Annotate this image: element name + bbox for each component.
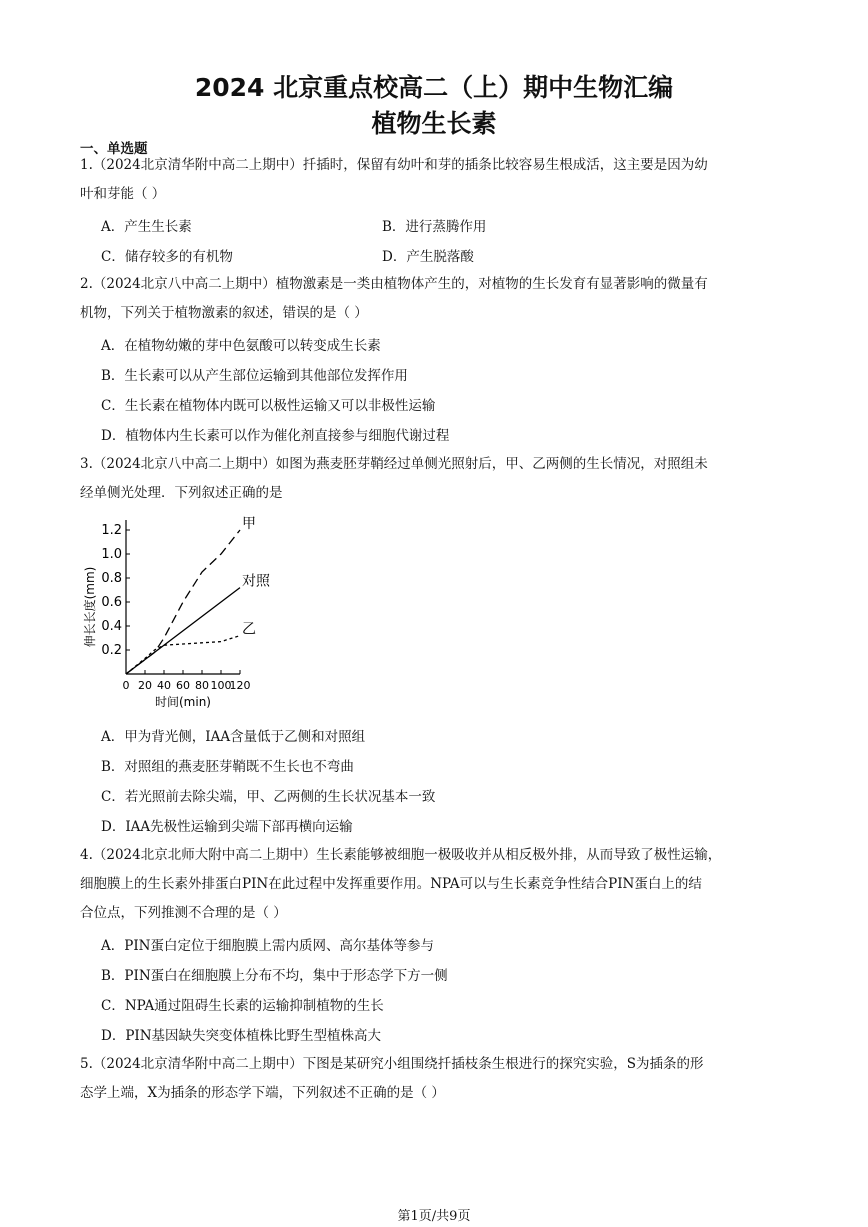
q1-option-a: A．产生生长素: [101, 219, 192, 235]
page-footer: 第1页/共9页: [397, 1209, 471, 1224]
document-subtitle: 植物生长素: [371, 109, 497, 138]
q1-option-d: D．产生脱落酸: [382, 249, 474, 265]
x-tick-label: 120: [229, 679, 251, 692]
y-tick-label: 1.2: [101, 523, 122, 538]
document-title: 2024 北京重点校高二（上）期中生物汇编: [194, 73, 674, 102]
q4-stem-line3: 合位点，下列推测不合理的是（ ）: [80, 905, 287, 921]
y-tick-label: 1.0: [101, 547, 122, 562]
q2-option-c: C．生长素在植物体内既可以极性运输又可以非极性运输: [101, 398, 436, 414]
q2-stem-line2: 机物，下列关于植物激素的叙述，错误的是（ ）: [80, 305, 368, 321]
q3-option-a: A．甲为背光侧，IAA含量低于乙侧和对照组: [101, 729, 366, 745]
growth-chart: [82, 508, 282, 713]
q4-stem-line1: 4.（2024北京北师大附中高二上期中）生长素能够被细胞一极吸收并从相反极外排，从而导致了极性运输，: [80, 847, 722, 863]
x-tick-label: 60: [176, 679, 190, 692]
q1-option-c: C．储存较多的有机物: [101, 249, 233, 265]
x-tick-label: 80: [195, 679, 209, 692]
q3-option-c: C．若光照前去除尖端，甲、乙两侧的生长状况基本一致: [101, 789, 436, 805]
q4-option-a: A．PIN蛋白定位于细胞膜上需内质网、高尔基体等参与: [101, 938, 434, 954]
q3-stem-line1: 3.（2024北京八中高二上期中）如图为燕麦胚芽鞘经过单侧光照射后，甲、乙两侧的生长情况，对照组未: [80, 456, 708, 472]
x-tick-label: 20: [138, 679, 152, 692]
series-label-对照: 对照: [242, 573, 270, 590]
q2-option-a: A．在植物幼嫩的芽中色氨酸可以转变成生长素: [101, 338, 381, 354]
series-line-乙: [126, 636, 240, 674]
q2-option-d: D．植物体内生长素可以作为催化剂直接参与细胞代谢过程: [101, 428, 450, 444]
x-axis-label: 时间(min): [155, 695, 211, 709]
q3-option-d: D．IAA先极性运输到尖端下部再横向运输: [101, 819, 353, 835]
chart-series: [126, 530, 240, 674]
q4-stem-line2: 细胞膜上的生长素外排蛋白PIN在此过程中发挥重要作用。NPA可以与生长素竞争性结合PIN蛋白上的结: [80, 876, 702, 892]
q5-stem-line2: 态学上端，X为插条的形态学下端，下列叙述不正确的是（ ）: [80, 1085, 445, 1101]
q3-option-b: B．对照组的燕麦胚芽鞘既不生长也不弯曲: [101, 759, 354, 775]
series-line-甲: [126, 530, 240, 674]
series-label-乙: 乙: [242, 621, 256, 638]
x-tick-label: 40: [157, 679, 171, 692]
q1-stem-line2: 叶和芽能（ ）: [80, 186, 166, 202]
q3-stem-line2: 经单侧光处理．下列叙述正确的是: [80, 485, 283, 501]
y-tick-label: 0.8: [101, 571, 122, 586]
q2-stem-line1: 2.（2024北京八中高二上期中）植物激素是一类由植物体产生的，对植物的生长发育有显著影响的微量有: [80, 276, 708, 292]
y-tick-label: 0.6: [101, 595, 122, 610]
chart-labels: [82, 516, 271, 709]
q5-stem-line1: 5.（2024北京清华附中高二上期中）下图是某研究小组围绕扦插枝条生根进行的探究实验，S为插条的形: [80, 1056, 704, 1072]
x-tick-label: 100: [210, 679, 232, 692]
q1-stem-line1: 1.（2024北京清华附中高二上期中）扦插时，保留有幼叶和芽的插条比较容易生根成活，这主要是因为幼: [80, 157, 708, 173]
q4-option-c: C．NPA通过阻碍生长素的运输抑制植物的生长: [101, 998, 384, 1014]
y-tick-label: 0.2: [101, 643, 122, 658]
q4-option-b: B．PIN蛋白在细胞膜上分布不均，集中于形态学下方一侧: [101, 968, 448, 984]
x-tick-label: 0: [122, 679, 130, 692]
series-line-对照: [126, 588, 240, 674]
section-heading: 一、单选题: [80, 141, 148, 157]
q1-option-b: B．进行蒸腾作用: [382, 219, 487, 235]
q4-option-d: D．PIN基因缺失突变体植株比野生型植株高大: [101, 1028, 382, 1044]
y-tick-label: 0.4: [101, 619, 122, 634]
chart-axes: [126, 520, 240, 674]
series-label-甲: 甲: [242, 516, 256, 532]
q2-option-b: B．生长素可以从产生部位运输到其他部位发挥作用: [101, 368, 408, 384]
y-axis-label: 伸长长度(mm): [83, 566, 97, 648]
